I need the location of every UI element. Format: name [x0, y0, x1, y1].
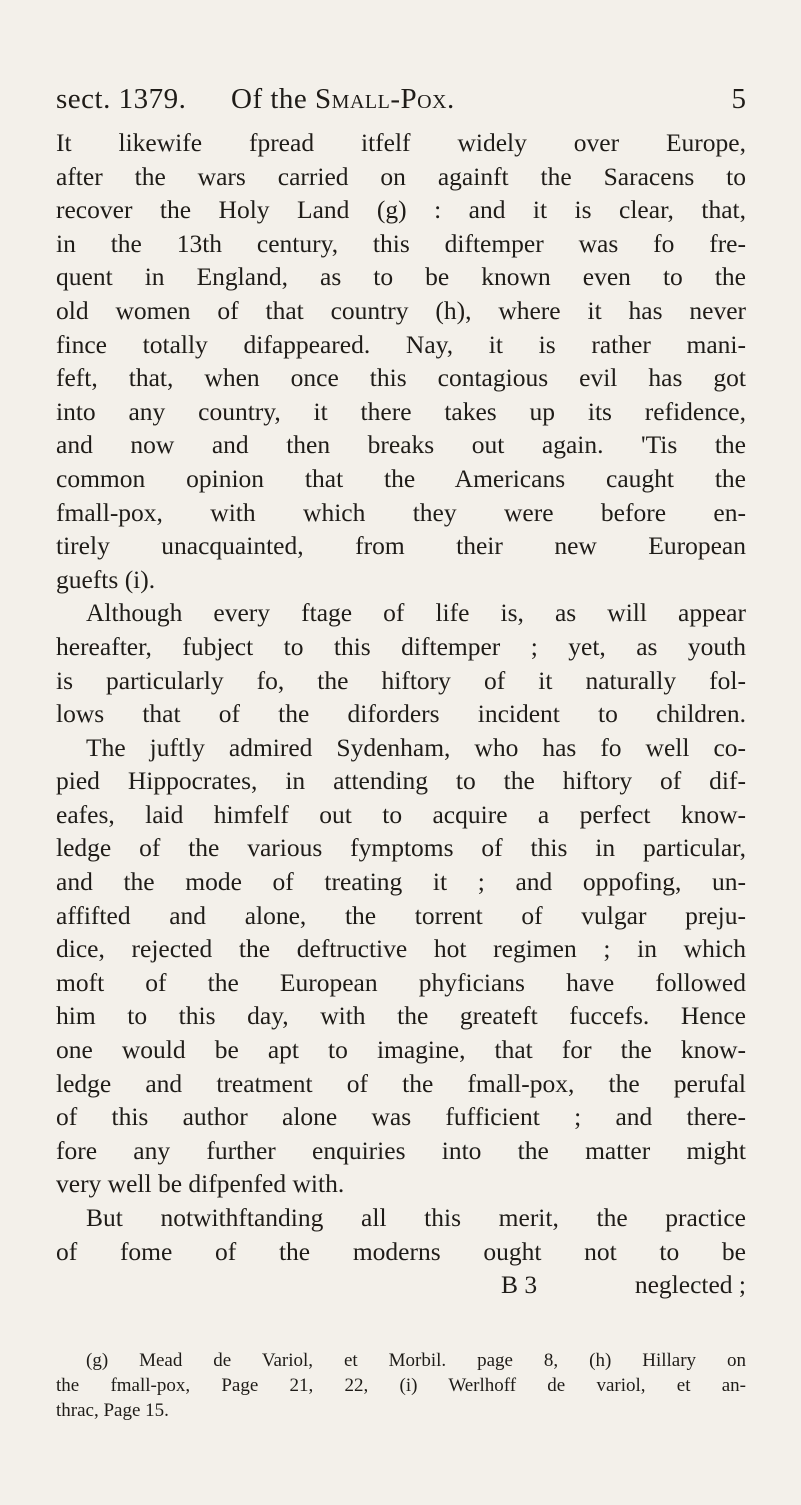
running-title [231, 78, 455, 120]
text-line: lows that of the diforders incident to children. [56, 699, 746, 729]
text-line: fore any further enquiries into the matter might [56, 1135, 746, 1165]
text-line: quent in England, as to be known even to the [56, 262, 746, 292]
footnote-line: (g) Mead de Variol, et Morbil. page 8, (h) Hillary on [86, 1350, 746, 1371]
text-line: very well be difpenfed with. [56, 1169, 345, 1199]
text-line: affifted and alone, the torrent of vulgar preju- [56, 900, 746, 930]
text-line: ledge and treatment of the fmall-pox, the perufal [56, 1068, 746, 1098]
text-line: old women of that country (h), where it has never [56, 295, 746, 325]
text-line: one would be apt to imagine, that for the know- [56, 1035, 746, 1065]
text-line: eafes, laid himfelf out to acquire a perfect know- [56, 799, 746, 829]
footnote-line: thrac, Page 15. [56, 1400, 169, 1421]
text-line: hereafter, fubject to this diftemper ; yet, as youth [56, 631, 746, 661]
text-line: dice, rejected the deftructive hot regimen ; in which [56, 934, 746, 964]
text-line: ledge of the various fymptoms of this in particular, [56, 833, 746, 863]
text-line: recover the Holy Land (g) : and it is clear, that, [56, 195, 746, 225]
page-number: 5 [731, 83, 746, 115]
text-line: of this author alone was fufficient ; and there- [56, 1102, 746, 1132]
text-line: Although every ftage of life is, as will appear [86, 598, 746, 628]
text-line: feft, that, when once this contagious evil has got [56, 363, 746, 393]
running-title-main: Small-Pox. [315, 83, 455, 115]
text-line: guefts (i). [56, 564, 156, 594]
signature-line [56, 1268, 746, 1302]
text-line: after the wars carried on againft the Saracens to [56, 161, 746, 191]
text-line: and now and then breaks out again. 'Tis the [56, 430, 746, 460]
catchword: neglected ; [634, 1270, 746, 1300]
footnotes [56, 1348, 746, 1423]
text-line: in the 13th century, this diftemper was fo fre- [56, 228, 746, 258]
text-line: fince totally difappeared. Nay, it is rather mani- [56, 329, 746, 359]
text-line: into any country, it there takes up its refidence, [56, 396, 746, 426]
running-title-prefix: Of the [231, 83, 308, 115]
signature-mark: B 3 [501, 1270, 538, 1300]
text-line: is particularly fo, the hiftory of it naturally fol- [56, 665, 746, 695]
text-line: him to this day, with the greateft fuccefs. Hence [56, 1001, 746, 1031]
footnote-line: the fmall-pox, Page 21, 22, (i) Werlhoff de variol, et an- [56, 1375, 746, 1396]
body-text [56, 126, 746, 1302]
text-line: common opinion that the Americans caught the [56, 463, 746, 493]
text-line: moft of the European phyficians have followed [56, 967, 746, 997]
text-line: pied Hippocrates, in attending to the hiftory of dif- [56, 766, 746, 796]
text-line: fmall-pox, with which they were before en- [56, 497, 746, 527]
text-line: of fome of the moderns ought not to be [56, 1236, 746, 1266]
section-number: sect. 1379. [56, 83, 187, 115]
text-line: and the mode of treating it ; and oppofing, un- [56, 867, 746, 897]
running-head [56, 78, 746, 120]
text-line: But notwithftanding all this merit, the practice [86, 1203, 746, 1232]
text-line: tirely unacquainted, from their new European [56, 531, 746, 561]
text-line: The juftly admired Sydenham, who has fo well co- [86, 732, 746, 762]
text-line: It likewife fpread itfelf widely over Europe, [56, 128, 746, 157]
